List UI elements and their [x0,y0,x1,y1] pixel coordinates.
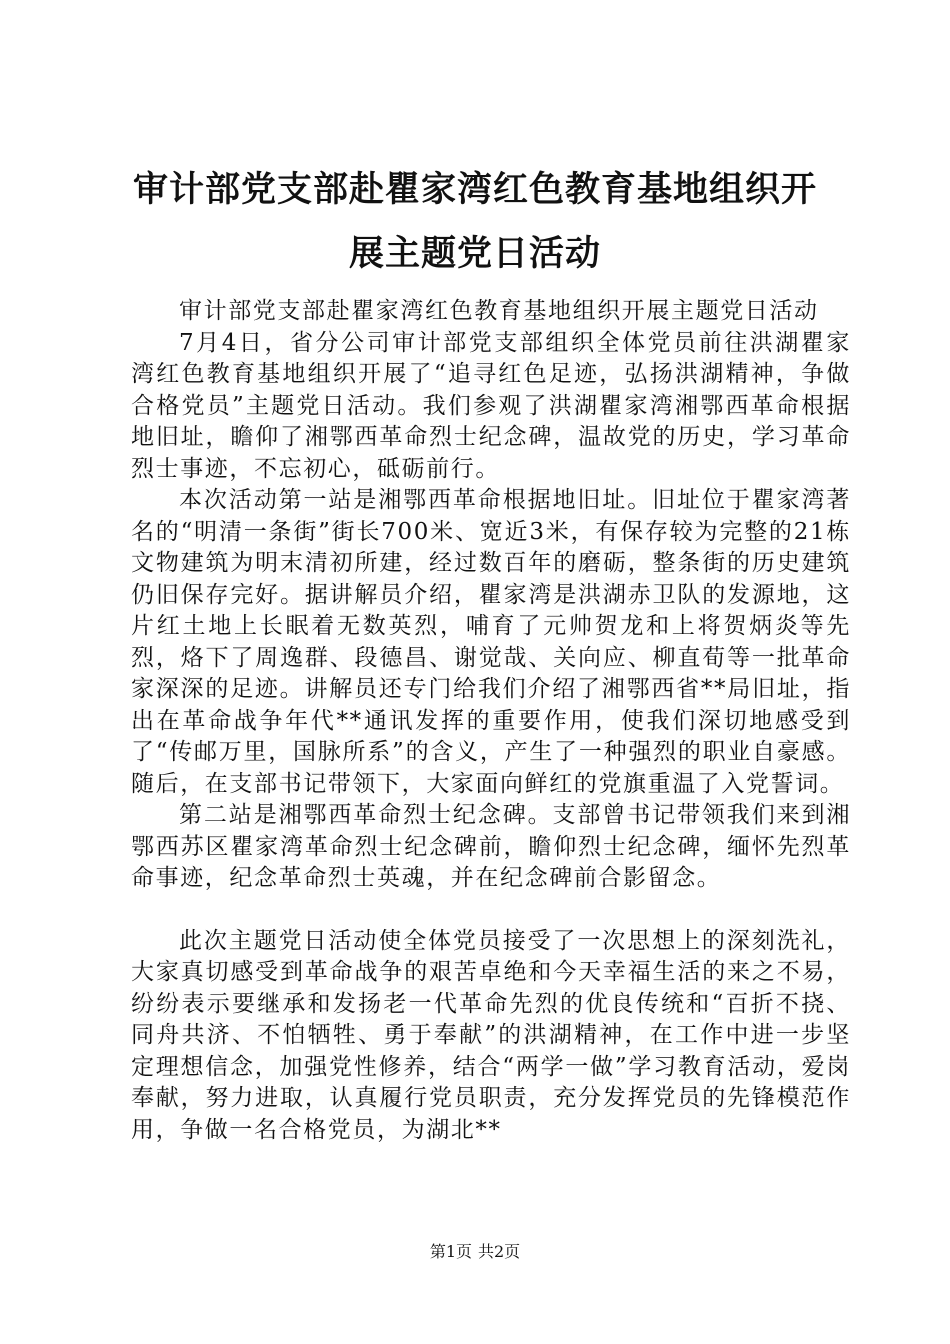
paragraph-second-stop: 第二站是湘鄂西革命烈士纪念碑。支部曾书记带领我们来到湘鄂西苏区瞿家湾革命烈士纪念碑前，瞻仰烈士纪念碑，缅怀先烈革命事迹，纪念革命烈士英魂，并在纪念碑前合影留念。 [131,802,851,891]
document-title: 审计部党支部赴瞿家湾红色教育基地组织开展主题党日活动 [132,170,817,274]
page-number-current: 第1页 [429,1242,472,1261]
page-footer [0,1240,950,1264]
page-number-total: 共2页 [478,1242,521,1261]
paragraph-subtitle: 审计部党支部赴瞿家湾红色教育基地组织开展主题党日活动 [179,298,819,324]
paragraph-conclusion: 此次主题党日活动使全体党员接受了一次思想上的深刻洗礼，大家真切感受到革命战争的艰苦卓绝和今天幸福生活的来之不易，纷纷表示要继承和发扬老一代革命先烈的优良传统和“百折不挠、同舟共济、不怕牺牲、勇于奉献”的洪湖精神，在工作中进一步坚定理想信念，加强党性修养，结合“两学一做”学习教育活动，爱岗奉献，努力进取，认真履行党员职责，充分发挥党员的先锋模范作用，争做一名合格党员，为湖北** [131,927,851,1143]
document-body [131,296,851,1146]
paragraph-intro: 7月4日，省分公司审计部党支部组织全体党员前往洪湖瞿家湾红色教育基地组织开展了“追寻红色足迹，弘扬洪湖精神，争做合格党员”主题党日活动。我们参观了洪湖瞿家湾湘鄂西革命根据地旧址，瞻仰了湘鄂西革命烈士纪念碑，温故党的历史，学习革命烈士事迹，不忘初心，砥砺前行。 [131,329,851,482]
paragraph-first-stop: 本次活动第一站是湘鄂西革命根据地旧址。旧址位于瞿家湾著名的“明清一条街”街长700米、宽近3米，有保存较为完整的21栋文物建筑为明末清初所建，经过数百年的磨砺，整条街的历史建筑仍旧保存完好。据讲解员介绍，瞿家湾是洪湖赤卫队的发源地，这片红土地上长眠着无数英烈，哺育了元帅贺龙和上将贺炳炎等先烈，烙下了周逸群、段德昌、谢觉哉、关向应、柳直荀等一批革命家深深的足迹。讲解员还专门给我们介绍了湘鄂西省**局旧址，指出在革命战争年代**通讯发挥的重要作用，使我们深切地感受到了“传邮万里，国脉所系”的含义，产生了一种强烈的职业自豪感。随后，在支部书记带领下，大家面向鲜红的党旗重温了入党誓词。 [131,487,851,797]
